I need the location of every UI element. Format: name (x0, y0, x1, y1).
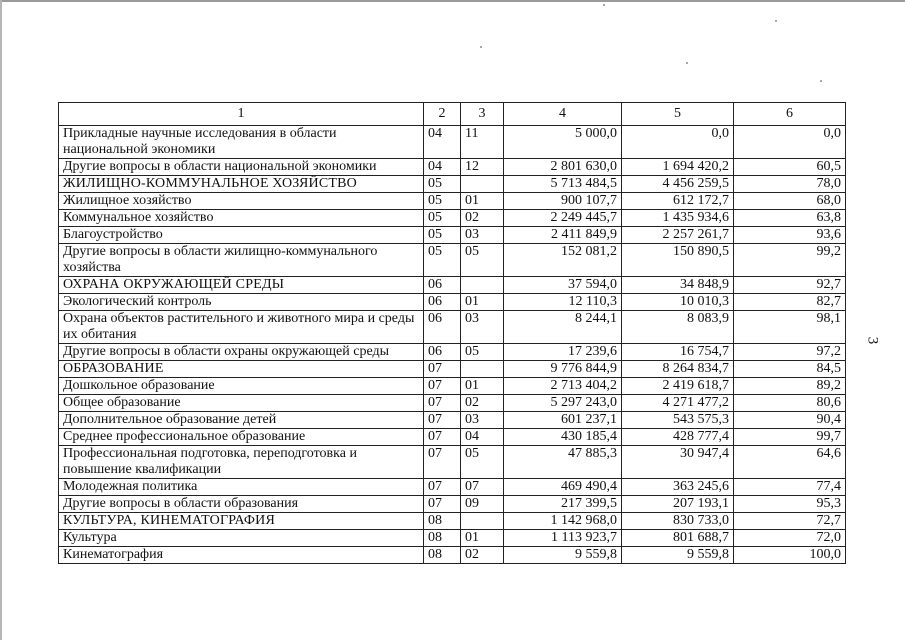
row-value-col5: 8 264 834,7 (622, 361, 734, 378)
scan-speck (480, 46, 482, 48)
row-value-col4: 430 185,4 (504, 429, 622, 446)
table-row (59, 227, 846, 244)
row-value-col5: 428 777,4 (622, 429, 734, 446)
row-subsection-code: 04 (461, 429, 504, 446)
row-subsection-code: 01 (461, 294, 504, 311)
scan-speck (603, 4, 605, 6)
row-name: ЖИЛИЩНО-КОММУНАЛЬНОЕ ХОЗЯЙСТВО (59, 176, 424, 193)
table-row (59, 378, 846, 395)
row-value-col4: 1 142 968,0 (504, 513, 622, 530)
row-value-col4: 9 559,8 (504, 547, 622, 564)
table-row (59, 412, 846, 429)
row-subsection-code (461, 361, 504, 378)
table-row (59, 244, 846, 277)
row-name: Другие вопросы в области национальной экономики (59, 159, 424, 176)
header-cell-4: 4 (504, 103, 622, 126)
row-percent-col6: 89,2 (734, 378, 846, 395)
row-value-col4: 900 107,7 (504, 193, 622, 210)
row-name: Профессиональная подготовка, переподготовка и повышение квалификации (59, 446, 424, 479)
row-value-col5: 4 456 259,5 (622, 176, 734, 193)
scan-speck (820, 80, 822, 82)
row-value-col5: 0,0 (622, 126, 734, 159)
row-value-col5: 1 435 934,6 (622, 210, 734, 227)
row-name: Жилищное хозяйство (59, 193, 424, 210)
row-name: Экологический контроль (59, 294, 424, 311)
scan-speck (686, 62, 688, 64)
row-section-code: 07 (424, 496, 461, 513)
row-name: Благоустройство (59, 227, 424, 244)
table-row (59, 193, 846, 210)
row-percent-col6: 82,7 (734, 294, 846, 311)
row-value-col4: 17 239,6 (504, 344, 622, 361)
table-row (59, 395, 846, 412)
row-value-col5: 8 083,9 (622, 311, 734, 344)
row-value-col5: 543 575,3 (622, 412, 734, 429)
page-number: 3 (864, 336, 881, 345)
row-subsection-code: 11 (461, 126, 504, 159)
table-row (59, 547, 846, 564)
row-value-col5: 10 010,3 (622, 294, 734, 311)
row-name: КУЛЬТУРА, КИНЕМАТОГРАФИЯ (59, 513, 424, 530)
table-row (59, 311, 846, 344)
row-value-col5: 612 172,7 (622, 193, 734, 210)
row-percent-col6: 92,7 (734, 277, 846, 294)
row-value-col5: 830 733,0 (622, 513, 734, 530)
table-row (59, 530, 846, 547)
row-percent-col6: 72,7 (734, 513, 846, 530)
row-value-col4: 12 110,3 (504, 294, 622, 311)
row-value-col5: 2 419 618,7 (622, 378, 734, 395)
header-cell-2: 2 (424, 103, 461, 126)
row-value-col4: 5 713 484,5 (504, 176, 622, 193)
row-section-code: 05 (424, 210, 461, 227)
row-value-col4: 8 244,1 (504, 311, 622, 344)
row-percent-col6: 72,0 (734, 530, 846, 547)
scan-edge-top (0, 0, 905, 2)
row-section-code: 06 (424, 277, 461, 294)
row-section-code: 04 (424, 126, 461, 159)
table-row (59, 344, 846, 361)
row-name: Другие вопросы в области образования (59, 496, 424, 513)
row-name: Кинематография (59, 547, 424, 564)
row-percent-col6: 80,6 (734, 395, 846, 412)
row-subsection-code: 01 (461, 193, 504, 210)
row-subsection-code (461, 513, 504, 530)
row-percent-col6: 95,3 (734, 496, 846, 513)
table-row (59, 479, 846, 496)
row-value-col4: 469 490,4 (504, 479, 622, 496)
budget-table (58, 102, 846, 564)
row-value-col4: 2 249 445,7 (504, 210, 622, 227)
row-subsection-code: 03 (461, 227, 504, 244)
row-value-col4: 152 081,2 (504, 244, 622, 277)
row-percent-col6: 99,2 (734, 244, 846, 277)
table-row (59, 446, 846, 479)
row-name: Среднее профессиональное образование (59, 429, 424, 446)
row-percent-col6: 60,5 (734, 159, 846, 176)
row-percent-col6: 93,6 (734, 227, 846, 244)
header-row (59, 103, 846, 126)
row-section-code: 06 (424, 311, 461, 344)
row-value-col5: 363 245,6 (622, 479, 734, 496)
row-subsection-code: 05 (461, 244, 504, 277)
row-subsection-code: 01 (461, 378, 504, 395)
row-value-col5: 4 271 477,2 (622, 395, 734, 412)
row-subsection-code: 03 (461, 412, 504, 429)
row-subsection-code: 02 (461, 210, 504, 227)
row-subsection-code (461, 277, 504, 294)
scan-edge-left (0, 0, 2, 640)
header-cell-6: 6 (734, 103, 846, 126)
row-subsection-code: 02 (461, 395, 504, 412)
row-section-code: 07 (424, 395, 461, 412)
row-percent-col6: 84,5 (734, 361, 846, 378)
row-section-code: 07 (424, 412, 461, 429)
row-percent-col6: 90,4 (734, 412, 846, 429)
row-percent-col6: 99,7 (734, 429, 846, 446)
header-cell-1: 1 (59, 103, 424, 126)
row-value-col5: 34 848,9 (622, 277, 734, 294)
row-name: Коммунальное хозяйство (59, 210, 424, 227)
table-section-row (59, 277, 846, 294)
row-subsection-code: 09 (461, 496, 504, 513)
row-name: Дополнительное образование детей (59, 412, 424, 429)
row-value-col5: 9 559,8 (622, 547, 734, 564)
row-value-col4: 2 411 849,9 (504, 227, 622, 244)
scan-speck (775, 20, 777, 22)
row-value-col4: 601 237,1 (504, 412, 622, 429)
table-body (59, 126, 846, 564)
row-value-col5: 1 694 420,2 (622, 159, 734, 176)
row-percent-col6: 77,4 (734, 479, 846, 496)
row-subsection-code: 05 (461, 446, 504, 479)
row-name: Культура (59, 530, 424, 547)
row-name: Охрана объектов растительного и животного мира и среды их обитания (59, 311, 424, 344)
table-section-row (59, 176, 846, 193)
row-section-code: 07 (424, 378, 461, 395)
table-row (59, 496, 846, 513)
row-name: Прикладные научные исследования в области национальной экономики (59, 126, 424, 159)
table-section-row (59, 513, 846, 530)
row-section-code: 07 (424, 446, 461, 479)
table-row (59, 126, 846, 159)
row-section-code: 08 (424, 513, 461, 530)
row-section-code: 07 (424, 429, 461, 446)
row-value-col4: 1 113 923,7 (504, 530, 622, 547)
row-percent-col6: 97,2 (734, 344, 846, 361)
row-subsection-code: 03 (461, 311, 504, 344)
row-subsection-code: 02 (461, 547, 504, 564)
row-value-col4: 2 713 404,2 (504, 378, 622, 395)
row-value-col4: 47 885,3 (504, 446, 622, 479)
row-value-col4: 2 801 630,0 (504, 159, 622, 176)
row-subsection-code (461, 176, 504, 193)
table-row (59, 429, 846, 446)
row-value-col5: 150 890,5 (622, 244, 734, 277)
table-section-row (59, 361, 846, 378)
row-section-code: 08 (424, 530, 461, 547)
row-section-code: 06 (424, 294, 461, 311)
row-subsection-code: 01 (461, 530, 504, 547)
row-section-code: 05 (424, 227, 461, 244)
row-value-col5: 30 947,4 (622, 446, 734, 479)
row-value-col4: 9 776 844,9 (504, 361, 622, 378)
row-subsection-code: 07 (461, 479, 504, 496)
row-subsection-code: 12 (461, 159, 504, 176)
row-value-col5: 801 688,7 (622, 530, 734, 547)
row-value-col4: 37 594,0 (504, 277, 622, 294)
row-value-col4: 217 399,5 (504, 496, 622, 513)
header-cell-3: 3 (461, 103, 504, 126)
row-section-code: 07 (424, 479, 461, 496)
row-section-code: 05 (424, 193, 461, 210)
row-percent-col6: 68,0 (734, 193, 846, 210)
header-cell-5: 5 (622, 103, 734, 126)
row-name: Дошкольное образование (59, 378, 424, 395)
row-percent-col6: 98,1 (734, 311, 846, 344)
row-section-code: 05 (424, 244, 461, 277)
row-section-code: 05 (424, 176, 461, 193)
row-name: ОБРАЗОВАНИЕ (59, 361, 424, 378)
row-percent-col6: 78,0 (734, 176, 846, 193)
row-section-code: 04 (424, 159, 461, 176)
row-name: ОХРАНА ОКРУЖАЮЩЕЙ СРЕДЫ (59, 277, 424, 294)
row-percent-col6: 64,6 (734, 446, 846, 479)
row-name: Другие вопросы в области охраны окружающей среды (59, 344, 424, 361)
row-value-col4: 5 297 243,0 (504, 395, 622, 412)
row-section-code: 06 (424, 344, 461, 361)
row-section-code: 07 (424, 361, 461, 378)
table-row (59, 294, 846, 311)
row-value-col5: 16 754,7 (622, 344, 734, 361)
row-name: Общее образование (59, 395, 424, 412)
row-name: Другие вопросы в области жилищно-коммунального хозяйства (59, 244, 424, 277)
row-section-code: 08 (424, 547, 461, 564)
row-percent-col6: 0,0 (734, 126, 846, 159)
table-row (59, 210, 846, 227)
row-value-col4: 5 000,0 (504, 126, 622, 159)
row-value-col5: 207 193,1 (622, 496, 734, 513)
row-subsection-code: 05 (461, 344, 504, 361)
row-percent-col6: 100,0 (734, 547, 846, 564)
row-name: Молодежная политика (59, 479, 424, 496)
row-percent-col6: 63,8 (734, 210, 846, 227)
row-value-col5: 2 257 261,7 (622, 227, 734, 244)
table-row (59, 159, 846, 176)
